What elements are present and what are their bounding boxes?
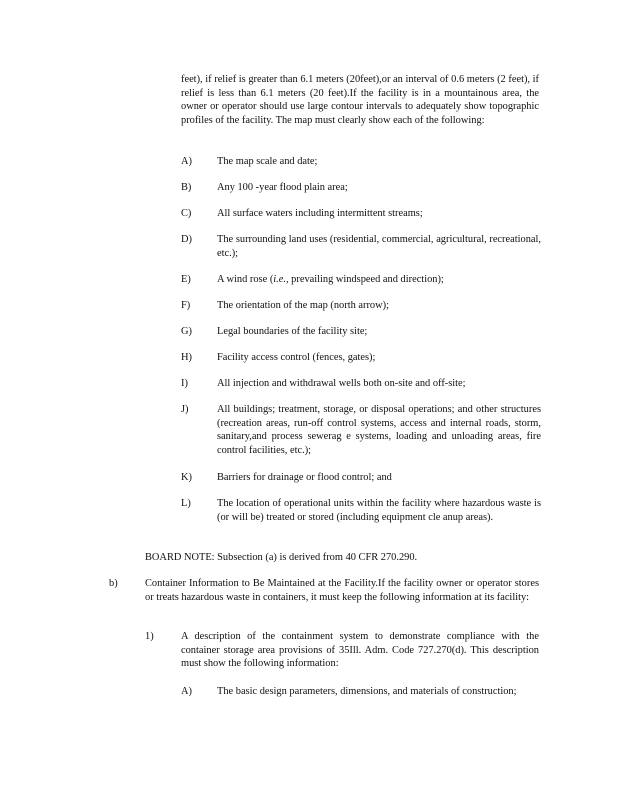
section-label: b) <box>109 578 118 589</box>
list-item-label: K) <box>181 472 192 483</box>
subsection-text: The basic design parameters, dimensions, and materials of construction; <box>217 686 517 697</box>
subsection-text: A description of the containment system to demonstrate compliance with the container storage area provisions of 35Ill. Adm. Code 727.270(d). This description must show the following information: <box>181 631 539 670</box>
text-segment-italic: i.e., <box>273 274 289 285</box>
list-item-label: F) <box>181 300 191 311</box>
list-item-text <box>217 273 541 287</box>
list-item-label: B) <box>181 182 192 193</box>
subsection-1-a <box>181 685 539 699</box>
intro-paragraph: feet), if relief is greater than 6.1 meters (20feet),or an interval of 0.6 meters (2 feet), if relief is less than 6.1 meters (20 feet).If the facility is in a mountainous area, the owner or operator should use large contour intervals to adequately show topographic profiles of the facility. The map must clearly show each of the following: <box>181 74 539 126</box>
list-item-j <box>181 403 541 457</box>
list-item-f <box>181 299 541 313</box>
section-b <box>109 577 539 604</box>
list-item-text: Barriers for drainage or flood control; and <box>217 472 392 483</box>
list-item-text: The surrounding land uses (residential, commercial, agricultural, recreational, etc.); <box>217 234 541 259</box>
list-item-text: Legal boundaries of the facility site; <box>217 326 368 337</box>
list-item-k <box>181 471 541 485</box>
list-item-text: All buildings; treatment, storage, or disposal operations; and other structures (recreation areas, run-off control systems, access and internal roads, storm, sanitary,and process sewerag e systems, loading and unloading areas, fire control facilities, etc.); <box>217 404 541 456</box>
list-item-label: H) <box>181 352 192 363</box>
list-item-b <box>181 181 541 195</box>
list-item-text: All injection and withdrawal wells both on-site and off-site; <box>217 378 466 389</box>
subsection-1 <box>145 630 539 671</box>
list-item-label: G) <box>181 326 192 337</box>
list-item-label: D) <box>181 234 192 245</box>
list-item-text: The orientation of the map (north arrow); <box>217 300 389 311</box>
subsection-label: A) <box>181 686 192 697</box>
list-item-text: Any 100 -year flood plain area; <box>217 182 348 193</box>
board-note: BOARD NOTE: Subsection (a) is derived from 40 CFR 270.290. <box>145 552 418 563</box>
list-item-l <box>181 497 541 524</box>
list-item-text: The location of operational units within the facility where hazardous waste is (or will be) treated or stored (including equipment cle anup areas). <box>217 498 541 523</box>
list-item-label: A) <box>181 156 192 167</box>
list-item-label: J) <box>181 404 189 415</box>
list-item-label: I) <box>181 378 188 389</box>
list-item-e <box>181 273 541 287</box>
list-item-label: L) <box>181 498 191 509</box>
list-item-text: All surface waters including intermittent streams; <box>217 208 423 219</box>
list-item-i <box>181 377 541 391</box>
list-item-text: The map scale and date; <box>217 156 318 167</box>
list-item-label: C) <box>181 208 192 219</box>
subsection-label: 1) <box>145 631 154 642</box>
list-item-h <box>181 351 541 365</box>
list-item-g <box>181 325 541 339</box>
section-text: Container Information to Be Maintained at the Facility.If the facility owner or operator stores or treats hazardous waste in containers, it must keep the following information at its facility: <box>145 578 539 603</box>
text-segment: A wind rose ( <box>217 274 274 285</box>
list-item-label: E) <box>181 274 191 285</box>
list-item-text: Facility access control (fences, gates); <box>217 352 376 363</box>
text-segment: prevailing windspeed and direction); <box>288 274 444 285</box>
list-item-d <box>181 233 541 260</box>
list-item-c <box>181 207 541 221</box>
list-item-a <box>181 155 541 169</box>
